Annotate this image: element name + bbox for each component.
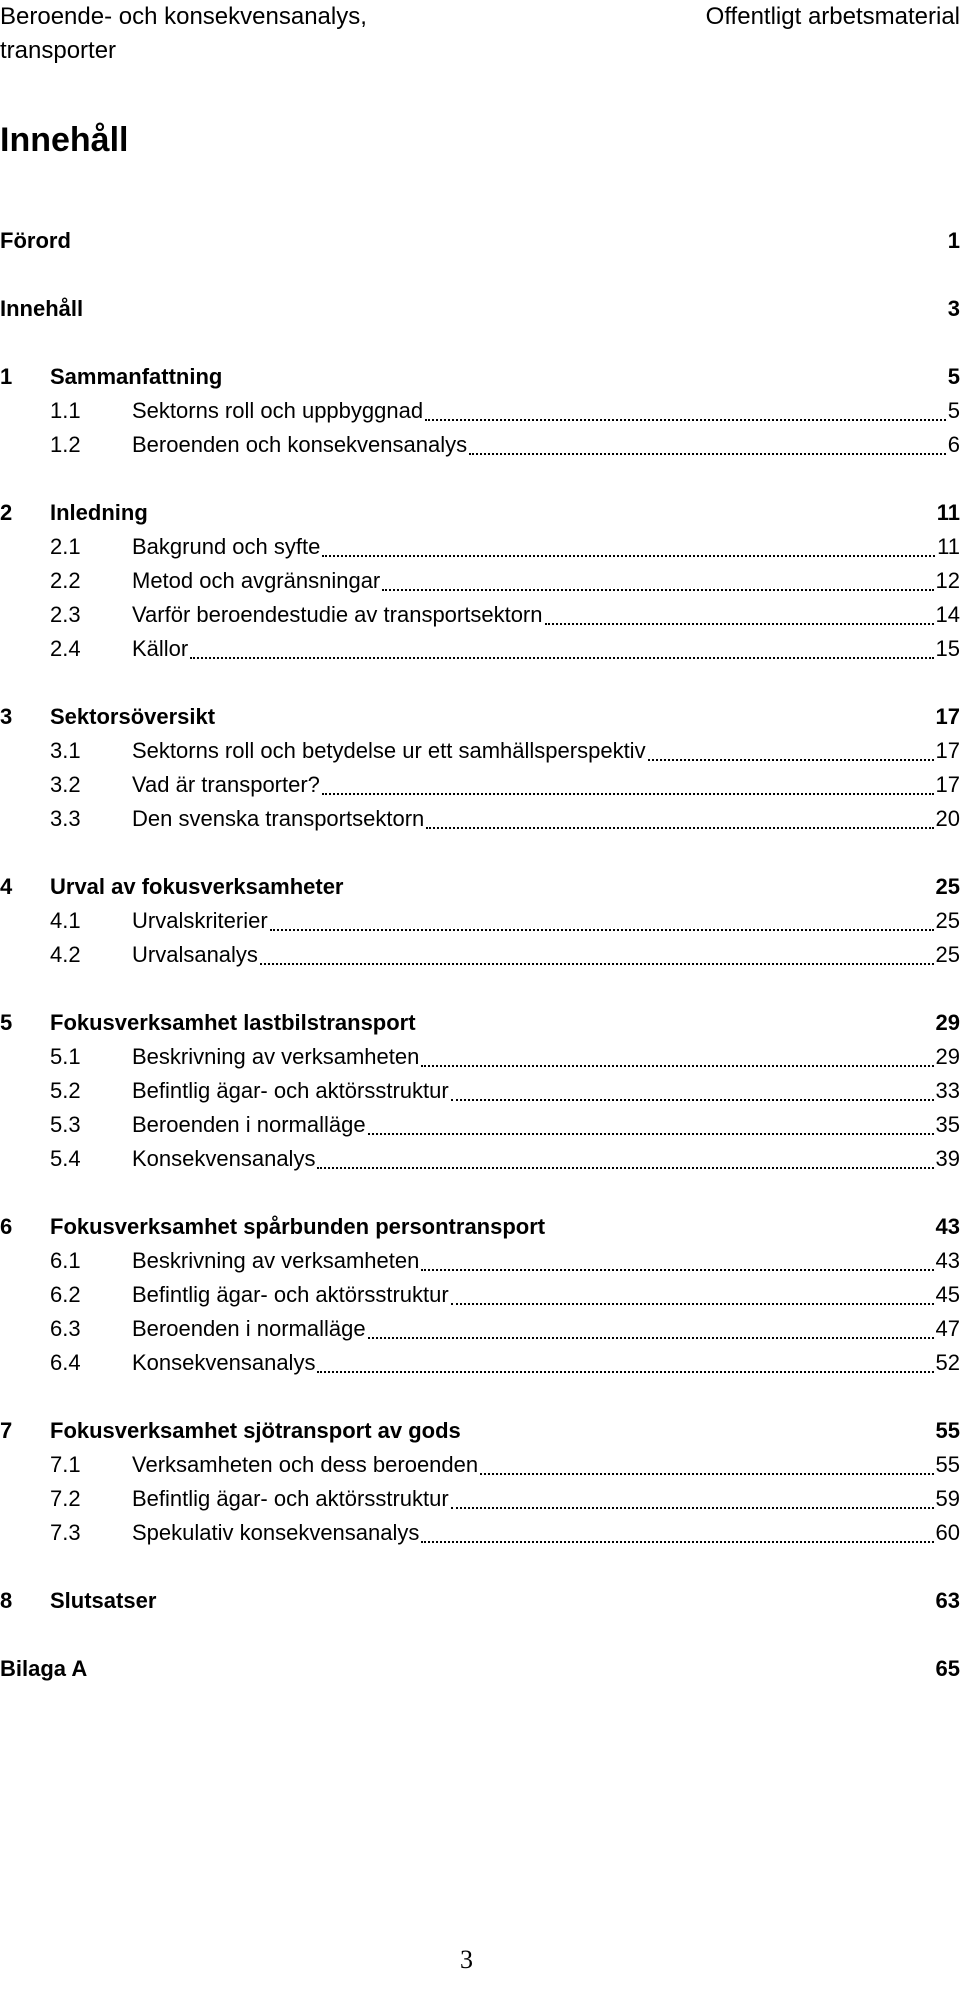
- toc-section-entry[interactable]: [0, 1278, 960, 1312]
- toc-leader-dots: [421, 1065, 934, 1067]
- toc-entry-page: 45: [935, 1282, 960, 1307]
- toc-entry-label: Vad är transporter?: [132, 772, 320, 797]
- header-classification: Offentligt arbetsmaterial: [705, 3, 960, 30]
- toc-section-entry[interactable]: [0, 1346, 960, 1380]
- toc-chapter-entry[interactable]: [0, 870, 960, 904]
- toc-entry-number: 5.4: [50, 1146, 81, 1171]
- toc-section-entry[interactable]: [0, 394, 960, 428]
- toc-entry-number: 7.1: [50, 1452, 81, 1477]
- toc-leader-dots: [270, 929, 934, 931]
- toc-section-entry[interactable]: [0, 1040, 960, 1074]
- header-title-line-1: Beroende- och konsekvensanalys,: [0, 3, 367, 30]
- toc-entry-label: Urvalskriterier: [132, 908, 268, 933]
- toc-leader-dots: [322, 793, 934, 795]
- toc-entry-page: 17: [935, 738, 960, 763]
- toc-entry-label: Bakgrund och syfte: [132, 534, 321, 559]
- toc-heading: Innehåll: [0, 121, 129, 159]
- toc-entry-label: Sammanfattning: [50, 364, 223, 389]
- toc-entry-number: 5: [0, 1010, 13, 1035]
- toc-entry-label: Beskrivning av verksamheten: [132, 1044, 420, 1069]
- toc-section-entry[interactable]: [0, 1244, 960, 1278]
- toc-leader-dots: [190, 657, 934, 659]
- toc-entry-label: Beroenden i normalläge: [132, 1112, 366, 1137]
- toc-entry-label: Inledning: [50, 500, 148, 525]
- toc-entry-page: 59: [935, 1486, 960, 1511]
- toc-entry-number: 8: [0, 1588, 13, 1613]
- toc-entry-page: 39: [935, 1146, 960, 1171]
- toc-spacer: [0, 462, 960, 496]
- toc-entry-label: Källor: [132, 636, 189, 661]
- toc-entry-number: 1: [0, 364, 13, 389]
- toc-entry-page: 15: [935, 636, 960, 661]
- toc-entry-number: 4.2: [50, 942, 81, 967]
- toc-spacer: [0, 1550, 960, 1584]
- toc-entry-number: 1.1: [50, 398, 81, 423]
- toc-entry-page: 47: [935, 1316, 960, 1341]
- toc-entry-number: 2.4: [50, 636, 81, 661]
- toc-entry-label: Sektorsöversikt: [50, 704, 216, 729]
- toc-entry-label: Urval av fokusverksamheter: [50, 874, 344, 899]
- toc-leader-dots: [368, 1337, 934, 1339]
- toc-section-entry[interactable]: [0, 1448, 960, 1482]
- toc-leader-dots: [368, 1133, 934, 1135]
- toc-spacer: [0, 1176, 960, 1210]
- toc-leader-dots: [480, 1473, 934, 1475]
- toc-leader-dots: [451, 1303, 934, 1305]
- toc-spacer: [0, 258, 960, 292]
- toc-section-entry[interactable]: [0, 1074, 960, 1108]
- header-title: [0, 0, 367, 68]
- page-number: 3: [460, 1945, 473, 1974]
- toc-entry-number: 1.2: [50, 432, 81, 457]
- toc-section-entry[interactable]: [0, 1142, 960, 1176]
- toc-entry-number: 2: [0, 500, 13, 525]
- toc-entry-page: 35: [935, 1112, 960, 1137]
- toc-entry-number: 5.2: [50, 1078, 81, 1103]
- toc-entry-number: 6.4: [50, 1350, 81, 1375]
- toc-chapter-entry[interactable]: [0, 1006, 960, 1040]
- toc-entry-page: 55: [935, 1452, 960, 1477]
- toc-chapter-entry[interactable]: [0, 360, 960, 394]
- toc-leader-dots: [322, 555, 935, 557]
- toc-entry-page: 6: [947, 432, 960, 457]
- toc-entry-label: Sektorns roll och betydelse ur ett samhällsperspektiv: [132, 738, 646, 763]
- toc-entry-page: 5: [947, 364, 960, 389]
- toc-entry-page: 25: [935, 942, 960, 967]
- toc-entry-label: Metod och avgränsningar: [132, 568, 381, 593]
- toc-entry-number: 5.3: [50, 1112, 81, 1137]
- toc-section-entry[interactable]: [0, 428, 960, 462]
- toc-entry-number: 7: [0, 1418, 13, 1443]
- toc-entry-number: 4: [0, 874, 13, 899]
- toc-section-entry[interactable]: [0, 1312, 960, 1346]
- toc-section-entry[interactable]: [0, 632, 960, 666]
- toc-entry-label: Konsekvensanalys: [132, 1350, 316, 1375]
- toc-leader-dots: [545, 623, 934, 625]
- toc-entry-number: 7.3: [50, 1520, 81, 1545]
- toc-entry-page: 12: [935, 568, 960, 593]
- toc-entry-label: Fokusverksamhet lastbilstransport: [50, 1010, 416, 1035]
- toc-entry-page: 17: [935, 772, 960, 797]
- toc-leader-dots: [421, 1269, 934, 1271]
- toc-chapter-entry[interactable]: [0, 496, 960, 530]
- toc-entry-number: 3.2: [50, 772, 81, 797]
- toc-section-entry[interactable]: [0, 734, 960, 768]
- toc-entry-number: 4.1: [50, 908, 81, 933]
- toc-section-entry[interactable]: [0, 1108, 960, 1142]
- toc-chapter-entry[interactable]: [0, 700, 960, 734]
- toc-spacer: [0, 326, 960, 360]
- toc-section-entry[interactable]: [0, 1516, 960, 1550]
- toc-entry-page: 20: [935, 806, 960, 831]
- toc-leader-dots: [451, 1507, 934, 1509]
- toc-entry-number: 6.1: [50, 1248, 81, 1273]
- toc-entry-label: Beroenden och konsekvensanalys: [132, 432, 468, 457]
- toc-entry-page: 63: [935, 1588, 960, 1613]
- toc-section-entry[interactable]: [0, 904, 960, 938]
- toc-chapter-entry[interactable]: [0, 1210, 960, 1244]
- toc-chapter-entry[interactable]: [0, 224, 960, 258]
- toc-entry-page: 65: [935, 1656, 960, 1681]
- toc-entry-page: 33: [935, 1078, 960, 1103]
- toc-entry-label: Urvalsanalys: [132, 942, 258, 967]
- toc-entry-label: Innehåll: [0, 296, 84, 321]
- toc-leader-dots: [317, 1371, 934, 1373]
- toc-entry-page: 43: [935, 1214, 960, 1239]
- toc-entry-label: Förord: [0, 228, 71, 253]
- toc-entry-label: Fokusverksamhet sjötransport av gods: [50, 1418, 461, 1443]
- toc-entry-page: 55: [935, 1418, 960, 1443]
- toc-section-entry[interactable]: [0, 564, 960, 598]
- toc-entry-page: 29: [935, 1044, 960, 1069]
- toc-leader-dots: [317, 1167, 934, 1169]
- toc-entry-page: 14: [935, 602, 960, 627]
- toc-entry-page: 43: [935, 1248, 960, 1273]
- toc-entry-page: 29: [935, 1010, 960, 1035]
- table-of-contents: [0, 224, 960, 1686]
- toc-entry-number: 2.2: [50, 568, 81, 593]
- toc-entry-page: 25: [935, 908, 960, 933]
- toc-entry-label: Befintlig ägar- och aktörsstruktur: [132, 1282, 449, 1307]
- toc-section-entry[interactable]: [0, 1482, 960, 1516]
- toc-section-entry[interactable]: [0, 802, 960, 836]
- toc-entry-page: 3: [947, 296, 960, 321]
- toc-entry-page: 11: [937, 534, 960, 559]
- toc-leader-dots: [469, 453, 946, 455]
- toc-entry-label: Verksamheten och dess beroenden: [132, 1452, 479, 1477]
- toc-entry-label: Konsekvensanalys: [132, 1146, 316, 1171]
- toc-entry-label: Spekulativ konsekvensanalys: [132, 1520, 420, 1545]
- toc-entry-label: Beroenden i normalläge: [132, 1316, 366, 1341]
- toc-entry-number: 3: [0, 704, 13, 729]
- toc-spacer: [0, 1380, 960, 1414]
- toc-entry-page: 60: [935, 1520, 960, 1545]
- toc-section-entry[interactable]: [0, 938, 960, 972]
- toc-entry-label: Fokusverksamhet spårbunden persontransport: [50, 1214, 546, 1239]
- toc-leader-dots: [260, 963, 934, 965]
- toc-spacer: [0, 1618, 960, 1652]
- toc-entry-number: 3.1: [50, 738, 81, 763]
- toc-entry-page: 52: [935, 1350, 960, 1375]
- toc-entry-number: 3.3: [50, 806, 81, 831]
- toc-entry-page: 25: [935, 874, 960, 899]
- toc-entry-label: Befintlig ägar- och aktörsstruktur: [132, 1078, 449, 1103]
- toc-spacer: [0, 666, 960, 700]
- toc-chapter-entry[interactable]: [0, 1652, 960, 1686]
- toc-entry-label: Bilaga A: [0, 1656, 88, 1681]
- toc-leader-dots: [426, 827, 934, 829]
- toc-entry-number: 6: [0, 1214, 13, 1239]
- toc-section-entry[interactable]: [0, 768, 960, 802]
- toc-entry-number: 6.2: [50, 1282, 81, 1307]
- toc-entry-page: 1: [947, 228, 960, 253]
- toc-entry-label: Befintlig ägar- och aktörsstruktur: [132, 1486, 449, 1511]
- toc-leader-dots: [451, 1099, 934, 1101]
- toc-leader-dots: [421, 1541, 934, 1543]
- toc-entry-page: 17: [935, 704, 960, 729]
- toc-section-entry[interactable]: [0, 598, 960, 632]
- toc-entry-number: 7.2: [50, 1486, 81, 1511]
- toc-chapter-entry[interactable]: [0, 292, 960, 326]
- toc-leader-dots: [425, 419, 946, 421]
- toc-entry-page: 5: [947, 398, 960, 423]
- toc-entry-number: 2.1: [50, 534, 81, 559]
- toc-entry-label: Beskrivning av verksamheten: [132, 1248, 420, 1273]
- toc-entry-number: 2.3: [50, 602, 81, 627]
- toc-entry-number: 6.3: [50, 1316, 81, 1341]
- toc-entry-label: Sektorns roll och uppbyggnad: [132, 398, 424, 423]
- header-title-line-2: transporter: [0, 37, 117, 64]
- toc-entry-number: 5.1: [50, 1044, 81, 1069]
- toc-section-entry[interactable]: [0, 530, 960, 564]
- toc-chapter-entry[interactable]: [0, 1414, 960, 1448]
- toc-chapter-entry[interactable]: [0, 1584, 960, 1618]
- toc-spacer: [0, 836, 960, 870]
- toc-entry-label: Varför beroendestudie av transportsektorn: [132, 602, 543, 627]
- toc-leader-dots: [382, 589, 934, 591]
- toc-entry-label: Slutsatser: [50, 1588, 157, 1613]
- toc-spacer: [0, 972, 960, 1006]
- toc-entry-label: Den svenska transportsektorn: [132, 806, 425, 831]
- toc-leader-dots: [648, 759, 934, 761]
- toc-entry-page: 11: [936, 500, 960, 525]
